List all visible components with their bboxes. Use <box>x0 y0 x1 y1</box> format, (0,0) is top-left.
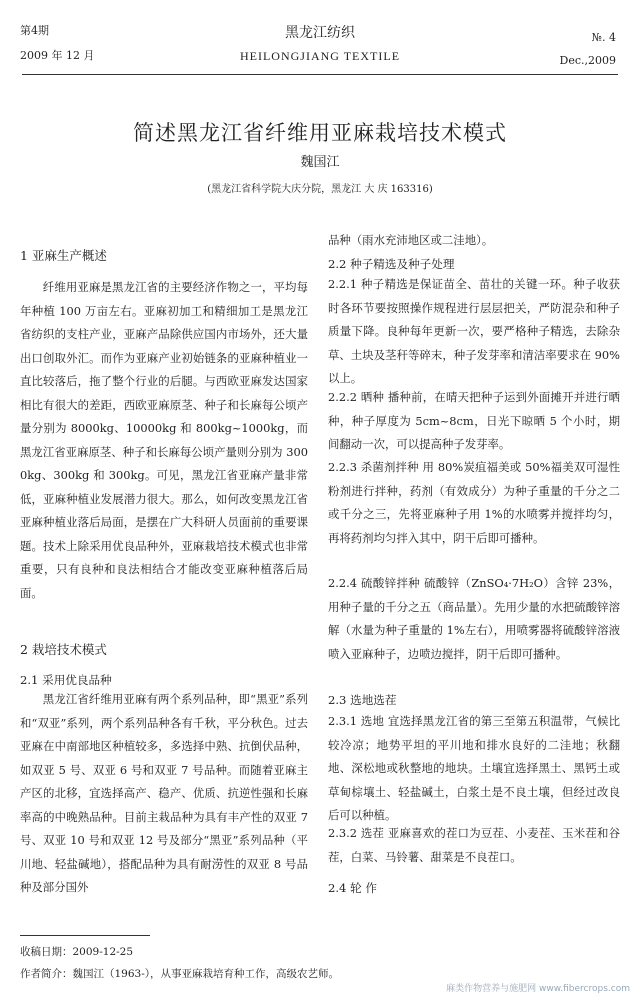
section-2-3-heading: 2.3 选地选茬 <box>328 693 397 707</box>
footnote-rule <box>20 935 150 936</box>
header-rule <box>22 74 618 75</box>
section-2-1-paragraph: 黑龙江省纤维用亚麻有两个系列品种，即“黑亚”系列和“双亚”系列，两个系列品种各有千秋，平分秋色。过去亚麻在中南部地区种植较多，多选择中熟、抗倒伏品种，如双亚 5 号、双亚 6 号和双亚 7 号品种。而随着亚麻主产区的北移，宜选择高产、稳产、优质、抗逆性强和长麻率高的中晚熟品种。目前主栽品种为具有丰产性的双亚 7 号、双亚 10 号和双亚 12 号及部分“黑亚”系列品种（平川地、轻盐碱地），搭配品种为具有耐涝性的双亚 8 号品种及部分国外 <box>20 692 308 894</box>
received-date: 收稿日期：2009-12-25 <box>20 946 134 958</box>
issue-date: 2009 年 12 月 <box>20 49 95 62</box>
section-2-1-continued: 品种（雨水充沛地区或二洼地）。 <box>328 233 494 247</box>
section-2-3-1-paragraph: 2.3.1 选地 宜选择黑龙江省的第三至第五积温带，气候比较冷凉；地势平坦的平川地和排水良好的二洼地；秋翻地、深松地或秋整地的地块。土壤宜选择黑土、黑钙土或草甸棕壤土、轻盐碱土，白浆土是不良土壤，但经过改良后可以种植。 <box>328 714 620 822</box>
section-2-2-3-paragraph: 2.2.3 杀菌剂拌种 用 80%炭疽福美或 50%福美双可湿性粉剂进行拌种，药剂（有效成分）为种子重量的千分之二或千分之三，先将亚麻种子用 1%的水喷雾并搅拌均匀，再将药剂均匀拌入其中，阴干后即可播种。 <box>328 460 620 545</box>
section-2-2-1-paragraph: 2.2.1 种子精选是保证苗全、苗壮的关键一环。种子收获时各环节要按照操作规程进行层层把关，严防混杂和种子质量下降。良种每年更新一次，要严格种子精选，去除杂草、土块及茎秆等碎末，种子发芽率和清洁率要求在 90%以上。 <box>328 277 620 385</box>
section-1-paragraph: 纤维用亚麻是黑龙江省的主要经济作物之一，平均每年种植 100 万亩左右。亚麻初加工和精细加工是黑龙江省纺织的支柱产业，亚麻产品除供应国内市场外，还大量出口创取外汇。而作为亚麻产业初始链条的亚麻种植业一直比较落后，拖了整个行业的后腿。与西欧亚麻发达国家相比有很大的差距，西欧亚麻原茎、种子和长麻每公顷产量分别为 8000kg、10000kg 和 800kg~1000kg，而黑龙江省亚麻原茎、种子和长麻每公顷产量则分别为 3000kg、300kg 和 300kg。可见，黑龙江省亚麻产量非常低，亚麻种植业发展潜力很大。那么，如何改变黑龙江省亚麻种植业落后局面，是摆在广大科研人员面前的重要课题。技术上除采用优良品种外，亚麻栽培技术模式也非常重要，只有良种和良法相结合才能改变亚麻种植落后局面。 <box>20 280 308 600</box>
issue-date-en: Dec.,2009 <box>559 54 616 67</box>
journal-title: 黑龙江纺织 <box>285 25 355 41</box>
site-watermark: 麻类作物营养与施肥网 www.fibercrops.com <box>446 984 630 994</box>
section-2-3-2-paragraph: 2.3.2 选茬 亚麻喜欢的茬口为豆茬、小麦茬、玉米茬和谷茬，白菜、马铃薯、甜菜是不良茬口。 <box>328 826 620 864</box>
paper-title: 简述黑龙江省纤维用亚麻栽培技术模式 <box>133 121 507 145</box>
section-2-2-2-paragraph: 2.2.2 晒种 播种前，在晴天把种子运到外面摊开并进行晒种，种子厚度为 5cm~8cm，日光下晾晒 5 个小时，期间翻动一次，可以提高种子发芽率。 <box>328 390 620 451</box>
paper-author: 魏国江 <box>300 155 340 170</box>
section-2-2-heading: 2.2 种子精选及种子处理 <box>328 257 455 271</box>
section-2-1-heading: 2.1 采用优良品种 <box>20 673 112 687</box>
author-affiliation: (黑龙江省科学院大庆分院，黑龙江 大 庆 163316) <box>207 184 433 195</box>
journal-title-en: HEILONGJIANG TEXTILE <box>239 49 401 63</box>
issue-number-en: №. 4 <box>591 31 616 44</box>
section-1-heading: 1 亚麻生产概述 <box>20 248 107 263</box>
section-2-2-4-paragraph: 2.2.4 硫酸锌拌种 硫酸锌（ZnSO₄·7H₂O）含锌 23%，用种子量的千分之五（商品量）。先用少量的水把硫酸锌溶解（水量为种子重量的 1%左右），用喷雾器将硫酸锌溶液喷入亚麻种子，边喷边搅拌，阴干后即可播种。 <box>328 576 620 661</box>
section-2-4-heading: 2.4 轮 作 <box>328 881 377 895</box>
author-bio: 作者简介：魏国江（1963-），从事亚麻栽培育种工作，高级农艺师。 <box>20 968 340 980</box>
issue-number: 第4期 <box>20 24 49 37</box>
section-2-heading: 2 栽培技术模式 <box>20 642 107 657</box>
